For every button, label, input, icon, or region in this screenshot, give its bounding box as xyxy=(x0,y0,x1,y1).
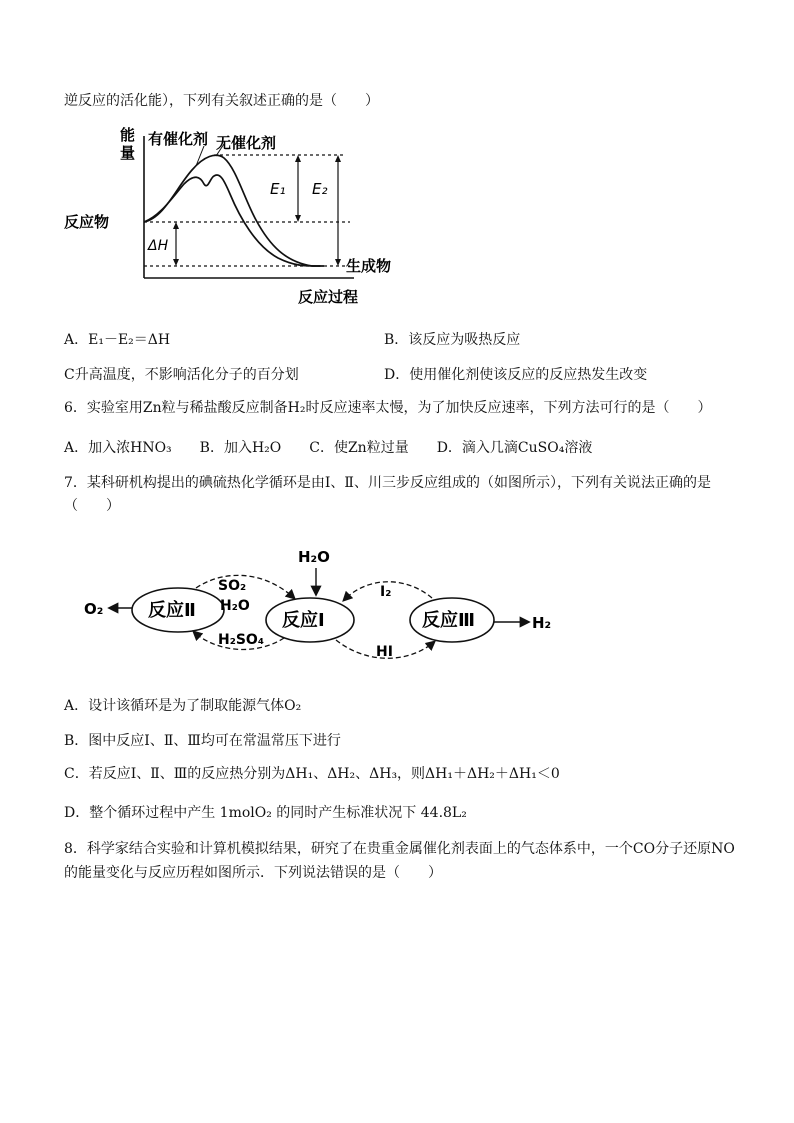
h2o-input-label: H₂O xyxy=(298,548,330,566)
h2so4-label: H₂SO₄ xyxy=(218,632,264,648)
uncatalyzed-curve xyxy=(144,155,324,266)
h2o-mid-label: H₂O xyxy=(220,598,250,614)
q6-text: 6．实验室用Zn粒与稀盐酸反应制备H₂时反应速率太慢，为了加快反应速率，下列方法可行的是（ ） xyxy=(64,400,712,416)
q8-text-line2: 的能量变化与反应历程如图所示．下列说法错误的是（ ） xyxy=(64,865,442,881)
axis-y-label-2: 量 xyxy=(120,144,136,162)
i2-label: I₂ xyxy=(380,584,392,600)
iodine-sulfur-cycle-diagram xyxy=(76,538,576,668)
q5-option-a[interactable]: A．E₁－E₂＝ΔH xyxy=(64,332,171,348)
e2-label: E₂ xyxy=(312,180,328,198)
q8-text-line1: 8．科学家结合实验和计算机模拟结果，研究了在贵重金属催化剂表面上的气态体系中，一个CO分子还原NO xyxy=(64,841,735,857)
q7-option-d[interactable]: D．整个循环过程中产生 1molO₂ 的同时产生标准状况下 44.8L₂ xyxy=(64,805,467,821)
axis-y-label-1: 能 xyxy=(120,126,136,144)
energy-profile-diagram xyxy=(64,118,424,314)
e1-label: E₁ xyxy=(270,180,286,198)
q5-intro: 逆反应的活化能），下列有关叙述正确的是（ ） xyxy=(64,93,379,109)
dh-label: ΔH xyxy=(148,238,169,254)
q7-option-a[interactable]: A．设计该循环是为了制取能源气体O₂ xyxy=(64,698,302,714)
reaction-1-label: 反应Ⅰ xyxy=(282,610,325,631)
reactant-label: 反应物 xyxy=(64,213,110,231)
q7-option-c[interactable]: C．若反应Ⅰ、Ⅱ、Ⅲ的反应热分别为ΔH₁、ΔH₂、ΔH₃，则ΔH₁＋ΔH₂＋ΔH₁＜0 xyxy=(64,766,560,782)
reaction-3-label: 反应Ⅲ xyxy=(422,610,476,631)
catalyst-label: 有催化剂 xyxy=(148,130,209,148)
hi-label: HI xyxy=(376,644,393,660)
q7-text-line1: 7．某科研机构提出的碘硫热化学循环是由Ⅰ、Ⅱ、川三步反应组成的（如图所示），下列有关说法正确的是 xyxy=(64,475,711,491)
axis-x-label: 反应过程 xyxy=(298,288,359,306)
q5-option-d[interactable]: D．使用催化剂使该反应的反应热发生改变 xyxy=(384,367,648,383)
reaction-2-label: 反应Ⅱ xyxy=(148,600,196,621)
q6-options[interactable]: A．加入浓HNO₃ B．加入H₂O C．使Zn粒过量 D．滴入几滴CuSO₄溶液 xyxy=(64,440,593,456)
so2-label: SO₂ xyxy=(218,578,247,594)
catalyzed-curve xyxy=(144,175,320,266)
h2-label: H₂ xyxy=(532,614,552,632)
o2-label: O₂ xyxy=(84,600,104,618)
q5-option-b[interactable]: B．该反应为吸热反应 xyxy=(384,332,521,348)
q5-option-c[interactable]: C升高温度，不影响活化分子的百分划 xyxy=(64,367,299,383)
q7-option-b[interactable]: B．图中反应Ⅰ、Ⅱ、Ⅲ均可在常温常压下进行 xyxy=(64,733,341,749)
q7-text-line2: （ ） xyxy=(64,498,120,514)
product-label: 生成物 xyxy=(346,257,392,275)
no-catalyst-label: 无催化剂 xyxy=(216,134,277,152)
